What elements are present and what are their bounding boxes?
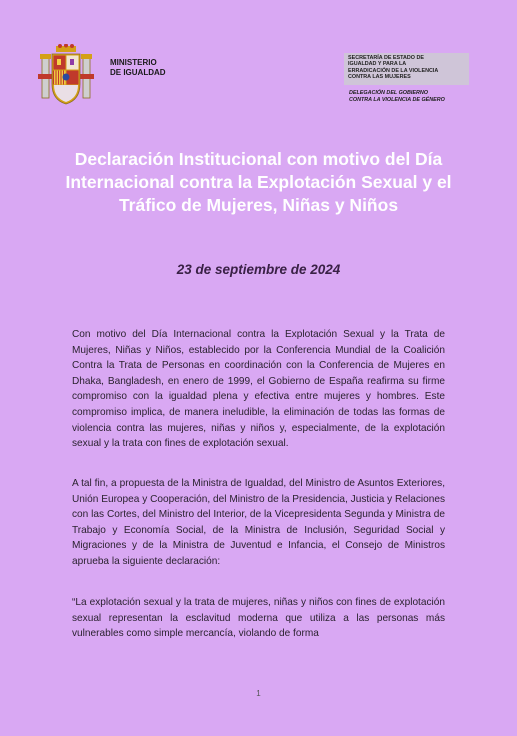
delegacion-line: CONTRA LA VIOLENCIA DE GÉNERO: [349, 96, 445, 103]
document-header: [0, 0, 517, 120]
delegacion-label: [349, 90, 445, 103]
document-title: Declaración Institucional con motivo del Día Internacional contra la Explotación Sexual y el Tráfico de Mujeres, Niñas y Niños: [65, 149, 452, 215]
body-paragraph: Con motivo del Día Internacional contra la Explotación Sexual y la Trata de Mujeres, Niñas y Niños, establecido por la Conferencia Mundial de la Coalición Contra la Trata de Personas en coordinación con la Conferencia de Mujeres en Dhaka, Bangladesh, en enero de 1999, el Gobierno de España reafirma su firme compromiso con la igualdad plena y efectiva entre mujeres y hombres. Este compromiso implica, de manera ineludible, la eliminación de todas las formas de violencia contra las mujeres, niñas y niños y, especialmente, de la explotación sexual y la trata con fines de explotación sexual.: [72, 329, 445, 450]
body-paragraph: “La explotación sexual y la trata de mujeres, niñas y niños con fines de explotación sexual representan la esclavitud moderna que utiliza a las personas más vulnerables como simple mercancía, violando de forma: [72, 597, 445, 640]
coat-of-arms-spain-icon: [38, 44, 94, 106]
secretaria-line: SECRETARÍA DE ESTADO DE: [348, 55, 424, 61]
body-paragraph: A tal fin, a propuesta de la Ministra de Igualdad, del Ministro de Asuntos Exteriores, Unión Europea y Cooperación, del Ministro de la Presidencia, Justicia y Relaciones con las Cortes, del Ministro del Interior, de la Vicepresidenta Segunda y Ministra de Trabajo y Economía Social, de la Ministra de Inclusión, Seguridad Social y Migraciones y de la Ministra de Juventud e Infancia, el Consejo de Ministros aprueba la siguiente declaración:: [72, 478, 445, 567]
document-date: 23 de septiembre de 2024: [176, 262, 341, 277]
page-number: 1: [256, 689, 261, 698]
secretaria-box: [344, 53, 469, 85]
secretaria-line: CONTRA LAS MUJERES: [348, 73, 411, 80]
secretaria-line: IGUALDAD Y PARA LA: [348, 61, 407, 68]
ministry-name: [110, 58, 166, 78]
ministry-line-1: MINISTERIO: [110, 58, 157, 67]
delegacion-line: DELEGACIÓN DEL GOBIERNO: [349, 90, 428, 96]
ministry-line-2: DE IGUALDAD: [110, 68, 166, 77]
secretaria-line: ERRADICACIÓN DE LA VIOLENCIA: [348, 67, 439, 74]
